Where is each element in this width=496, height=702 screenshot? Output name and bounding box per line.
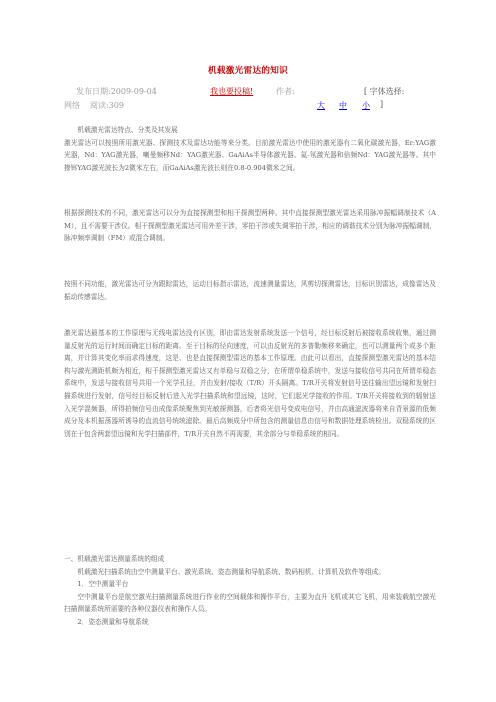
read-count: 阅读:309	[90, 101, 124, 110]
item-text: 空中测量平台是航空激光扫描测量系统进行作业的空间载体和操作平台，主要为直升飞机或其它飞机，用来装载航空激光扫描测量系统所需要的各种仪器仪表和操作人员。	[64, 592, 436, 614]
article-title: 机载激光雷达的知识	[207, 66, 289, 76]
article-meta-row-2	[64, 100, 444, 111]
item-heading: 2．姿态测量和导航系统	[77, 617, 149, 626]
paragraph: 机载激光雷达特点、分类及其发展	[77, 126, 178, 134]
article-body-part4	[64, 327, 436, 440]
font-size-label: [ 字体选择:	[364, 87, 405, 96]
font-size-large-link[interactable]: 大	[317, 101, 325, 110]
submit-article-link[interactable]: 我也要投稿!	[210, 87, 254, 96]
article-body-part3	[64, 278, 436, 303]
paragraph: 激光雷达可以按照所用激光器、探测技术及雷达功能等来分类。目前激光雷达中使用的激光器有二氧化碳激光器，Er:YAG激光器，Nd：YAG激光器，喇曼频移Nd：YAG激光器、GaAiAs半导体激光器、氦-氖激光器和倍频Nd：YAG激光器等。其中掺铒YAG激光波长为2微米左右，而GaAiAs激光波长则在0.8-0.904微米之间。	[64, 138, 436, 172]
paragraph: 激光雷达最基本的工作原理与无线电雷达没有区别，即由雷达发射系统发送一个信号，经目标反射后被接收系统收集，通过测量反射光的运行时间而确定目标的距离。至于目标的径向速度，可以由反射光的多普勒频移来确定，也可以测量两个或多个距离，并计算其变化率而求得速度，这是、也是直接探测型雷达的基本工作原理。由此可以看出，直接探测型激光雷达的基本结构与激光测距机颇为相近，相干探测型激光雷达又有单稳与双稳之分，在所谓单稳系统中，发送与接收信号共同在所谓单稳态系统中，发送与接收信号共用一个光学孔径，并由发射/接收（T/R）开头隔离。T/R开关将发射信号送往输出望远镜和发射扫描系统进行发射，信号经目标反射后进入光学扫描系统和望远镜，这时，它们起光学接收的作用。T/R开关将接收到的辐射送入光学混频器，所得拍频信号由成像系统聚焦到光敏探测器，后者将光信号变成电信号，并由高通滤波器将来自背景源的低频成分及本机振荡器所诱导的直流信号统统滤除。最后高频成分中所包含的测量信息由信号和数据处理系统检出。双稳系统的区别在于包含两套望远镜和光学扫描部件，T/R开关自然不再需要，其余部分与单稳系统的相同。	[64, 329, 436, 438]
source-label: 网络	[64, 101, 80, 110]
paragraph: 按照不同功能，激光雷达可分为跟踪雷达，运动目标指示雷达，流速测量雷达，风剪切探测雷达，目标识别雷达，成像雷达及振动传感雷达。	[64, 280, 436, 301]
font-size-bracket: ]	[380, 100, 384, 109]
paragraph: 根据探测技术的不同，激光雷达可以分为直接探测型和相干探测型两种。其中直接探测型激光雷达采用脉冲振幅调制技术（AM），且不需要干涉仪。相干探测型激光雷达可用外差干涉，零拍干涉或失调零拍干涉，相应的调谐技术分别为脉冲振幅调制，脉冲频率调制（FM）或混合调制。	[64, 209, 436, 243]
section-intro: 机载激光扫描系统由空中测量平台、激光系统、姿态测量和导航系统、数码相机、计算机及软件等组成。	[77, 567, 386, 576]
article-body-part1	[64, 124, 436, 174]
font-size-medium-link[interactable]: 中	[339, 101, 347, 110]
article-body-part2	[64, 207, 436, 245]
author-label: 作者:	[276, 87, 295, 96]
item-heading: 1．空中测量平台	[77, 580, 129, 589]
font-size-small-link[interactable]: 小	[362, 101, 370, 110]
section-heading: 一、机载激光雷达测量系统的组成	[64, 555, 165, 563]
section-block	[64, 553, 436, 629]
publish-date: 发布日期:2009-09-04	[76, 87, 157, 96]
article-meta-row	[64, 86, 444, 97]
